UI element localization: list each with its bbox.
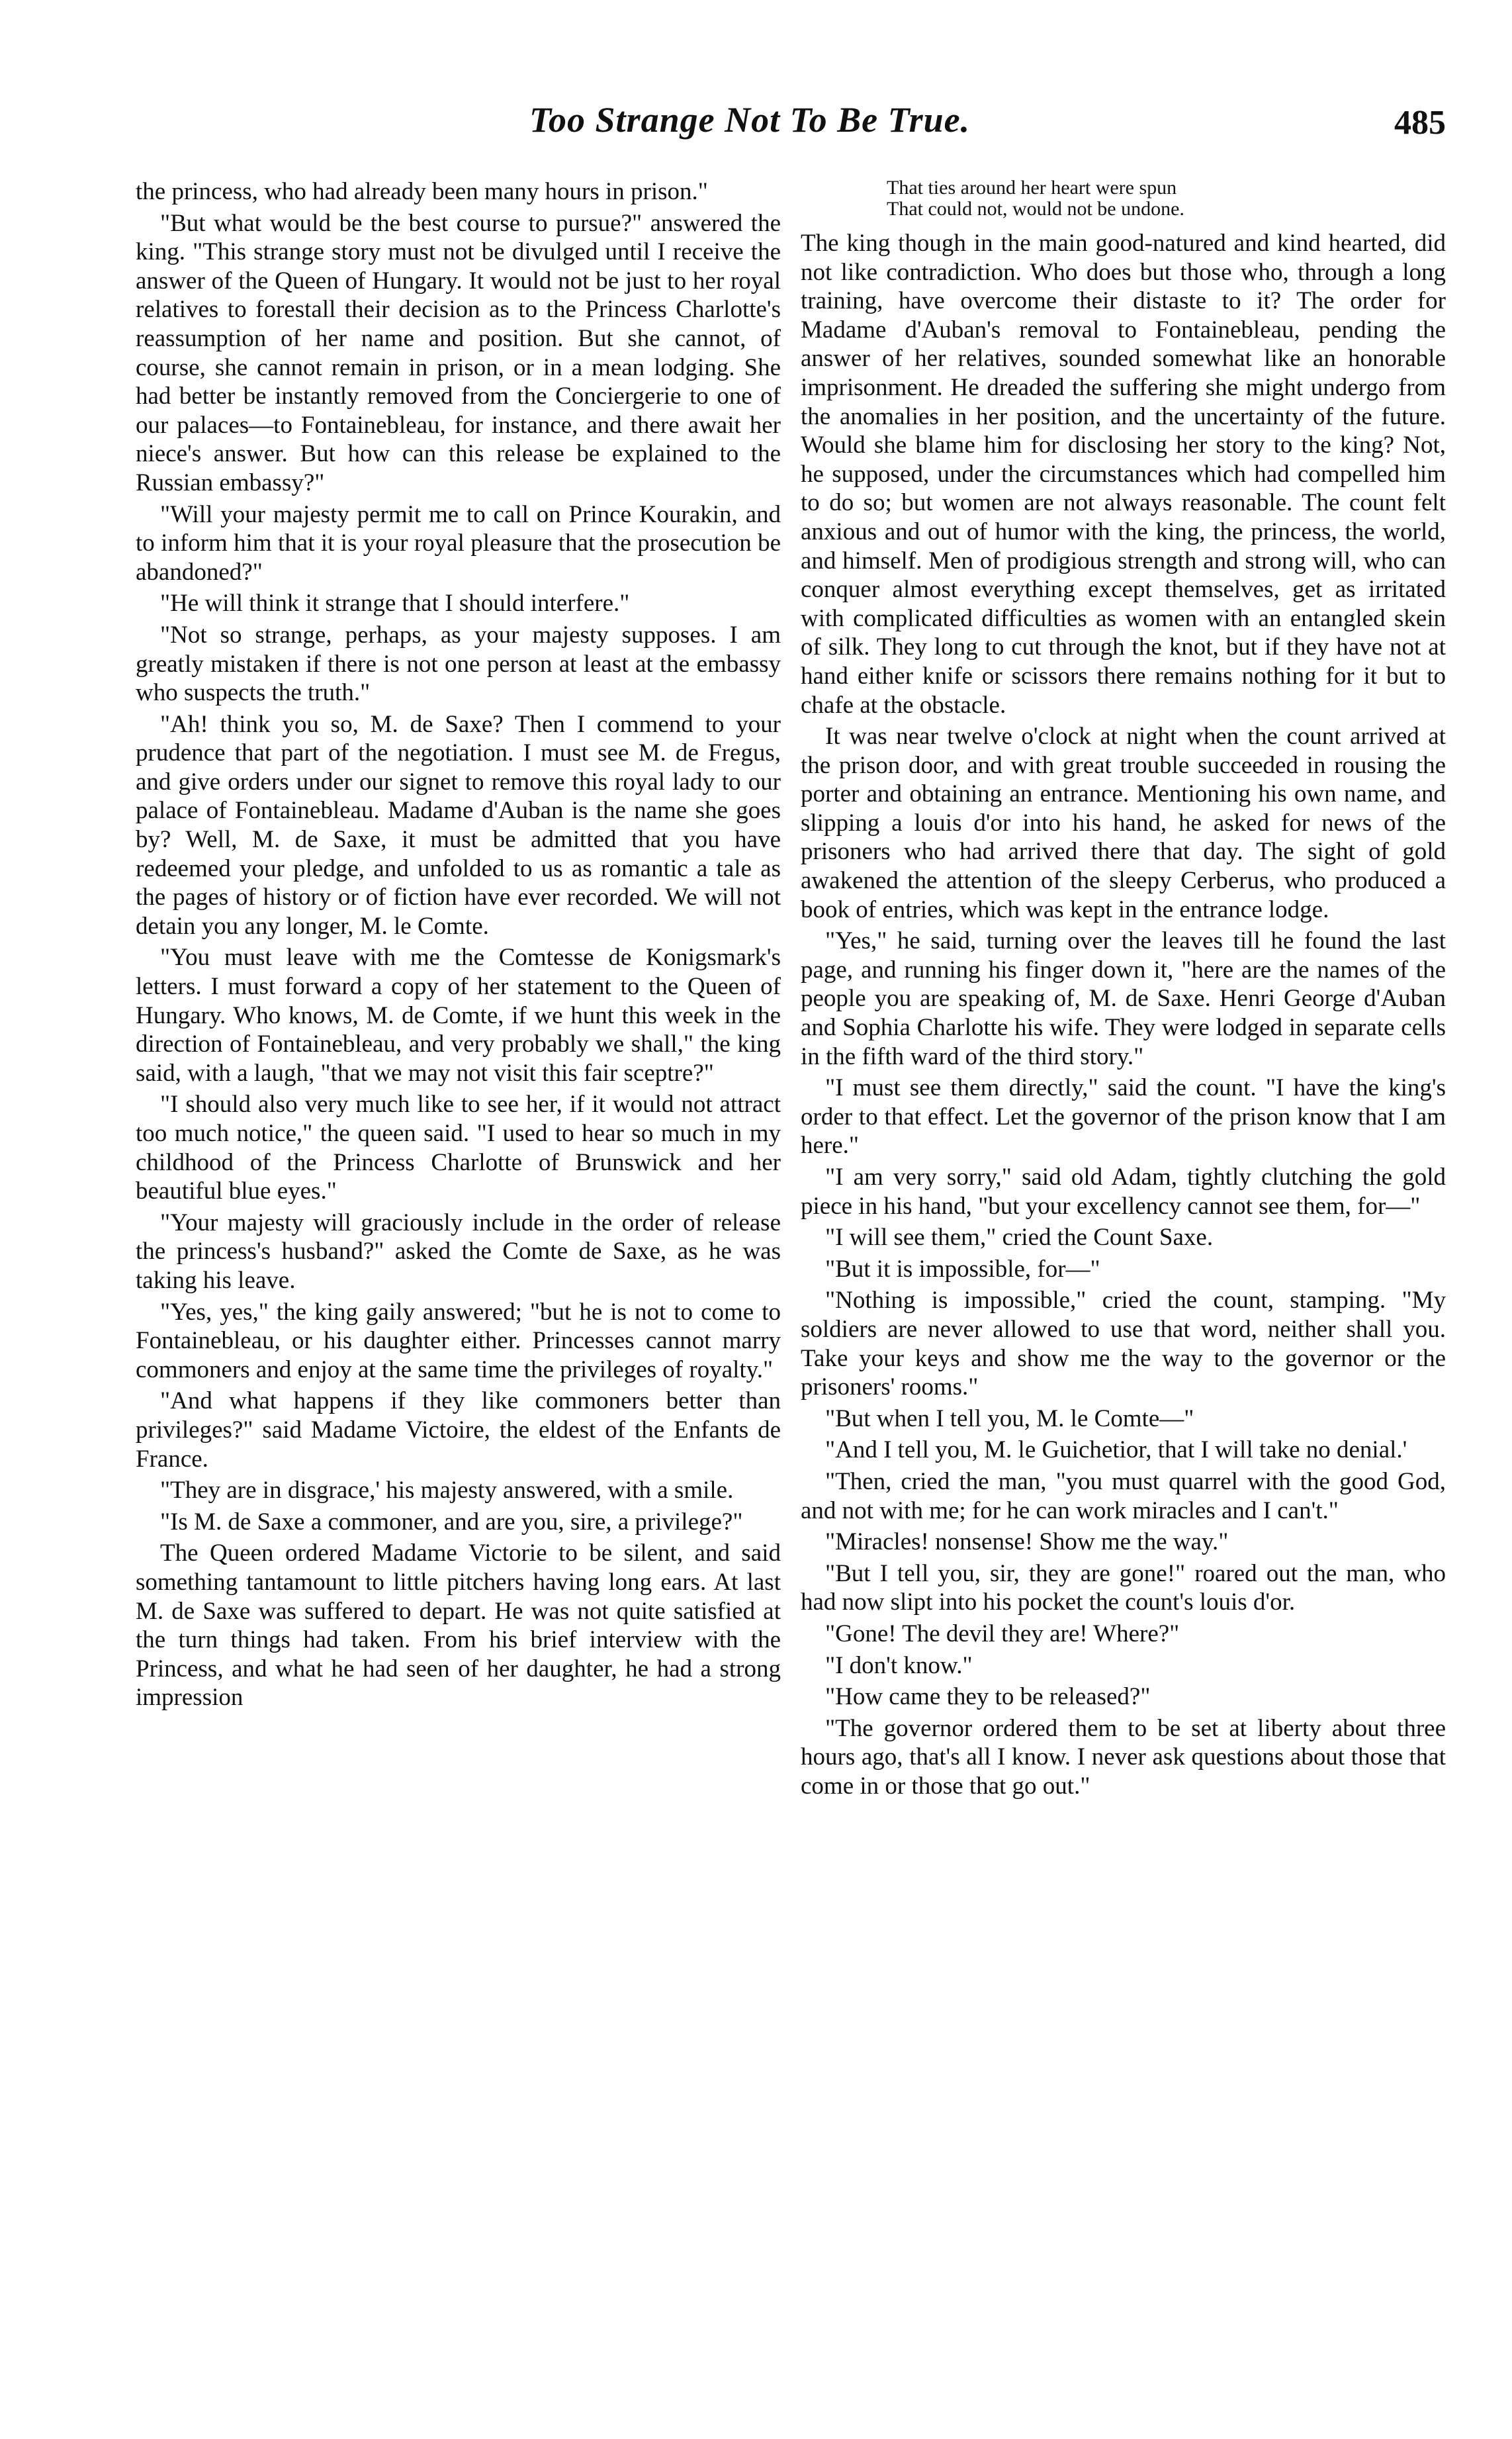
paragraph: "How came they to be released?" — [825, 1683, 1151, 1711]
paragraph: It was near twelve o'clock at night when the count arrived at the prison door, and with great trouble succeeded in rousing the porter and obtaining an entrance. Mentioning his own name, and slipping a louis d'or into his hand, he asked for news of the prisoners who had arrived there that day. The sight of gold awakened the attention of the sleepy Cerberus, who produced a book of entries, which was kept in the entrance lodge. — [801, 723, 1446, 923]
paragraph: "You must leave with me the Comtesse de Konigsmark's letters. I must forward a copy of her statement to the Queen of Hungary. Who knows, M. de Comte, if we hunt this week in the direction of Fontainebleau, and very probably we shall," the king said, with a laugh, "that we may not visit this fair sceptre?" — [136, 944, 781, 1087]
running-title: Too Strange Not To Be True. — [529, 100, 971, 140]
paragraph: "I must see them directly," said the count. "I have the king's order to that effect. Let the governor of the prison know that I am here." — [801, 1074, 1446, 1160]
paragraph: The king though in the main good-natured and kind hearted, did not like contradiction. Who does but those who, through a long training, have overcome their distaste to it? The order for Madame d'Auban's removal to Fontainebleau, pending the answer of her relatives, sounded somewhat like an honorable imprisonment. He dreaded the suffering she might undergo from the anomalies in her position, and the uncertainty of the future. Would she blame him for disclosing her story to the king? Not, he supposed, under the circumstances which had compelled him to do so; but women are not always reasonable. The count felt anxious and out of humor with the king, the princess, the world, and himself. Men of prodigious strength and strong will, who can conquer almost everything except themselves, get as irritated with complicated difficulties as women with an entangled skein of silk. They long to cut through the knot, but if they have not at hand either knife or scissors there remains nothing for it but to chafe at the obstacle. — [801, 230, 1446, 719]
verse-line: That ties around her heart were spun — [887, 177, 1177, 199]
paragraph: "But it is impossible, for—" — [825, 1255, 1100, 1283]
left-column — [136, 177, 781, 1715]
paragraph: "I am very sorry," said old Adam, tightly clutching the gold piece in his hand, "but your excellency cannot see them, for—" — [801, 1164, 1446, 1220]
paragraph: "And what happens if they like commoners better than privileges?" said Madame Victoire, the eldest of the Enfants de France. — [136, 1387, 781, 1473]
paragraph: "Yes," he said, turning over the leaves till he found the last page, and running his finger down it, "here are the names of the people you are speaking of, M. de Saxe. Henri George d'Auban and Sophia Charlotte his wife. They were lodged in separate cells in the fifth ward of the third story." — [801, 927, 1446, 1070]
paragraph: "Gone! The devil they are! Where?" — [825, 1620, 1180, 1647]
paragraph: "They are in disgrace,' his majesty answered, with a smile. — [160, 1477, 734, 1504]
paragraph: "I should also very much like to see her, if it would not attract too much notice," the queen said. "I used to hear so much in my childhood of the Princess Charlotte of Brunswick and her beautiful blue eyes." — [136, 1091, 781, 1205]
paragraph: "Ah! think you so, M. de Saxe? Then I commend to your prudence that part of the negotiation. I must see M. de Fregus, and give orders under our signet to remove this royal lady to our palace of Fontainebleau. Madame d'Auban is the name she goes by? Well, M. de Saxe, it must be admitted that you have redeemed your pledge, and unfolded to us as romantic a tale as the pages of history or of fiction have ever recorded. We will not detain you any longer, M. le Comte. — [136, 710, 781, 940]
paragraph: "The governor ordered them to be set at liberty about three hours ago, that's all I know. I never ask questions about those that come in or those that go out." — [801, 1714, 1446, 1800]
page-number: 485 — [1394, 104, 1446, 142]
verse-line: That could not, would not be undone. — [887, 198, 1184, 220]
paragraph: "Is M. de Saxe a commoner, and are you, sire, a privilege?" — [160, 1508, 743, 1536]
paragraph: The Queen ordered Madame Victorie to be silent, and said something tantamount to little pitchers having long ears. At last M. de Saxe was suffered to depart. He was not quite satisfied at the turn things had taken. From his brief interview with the Princess, and what he had seen of her daughter, he had a strong impression — [136, 1540, 781, 1712]
paragraph: "I will see them," cried the Count Saxe. — [825, 1224, 1214, 1252]
paragraph: "Then, cried the man, "you must quarrel with the good God, and not with me; for he can work miracles and I can't." — [801, 1467, 1446, 1524]
paragraph: "I don't know." — [825, 1651, 973, 1679]
paragraph: "He will think it strange that I should interfere." — [160, 590, 630, 618]
paragraph: "Your majesty will graciously include in the order of release the princess's husband?" asked the Comte de Saxe, as he was taking his leave. — [136, 1209, 781, 1294]
right-column — [801, 177, 1446, 1803]
paragraph: "But when I tell you, M. le Comte—" — [825, 1404, 1194, 1432]
page-header — [0, 99, 1512, 152]
paragraph: the princess, who had already been many hours in prison." — [136, 178, 708, 205]
verse-quote — [801, 177, 1446, 220]
paragraph: "Miracles! nonsense! Show me the way." — [825, 1528, 1229, 1556]
paragraph: "Not so strange, perhaps, as your majesty supposes. I am greatly mistaken if there is not one person at least at the embassy who suspects the truth." — [136, 621, 781, 707]
paragraph: "But what would be the best course to pursue?" answered the king. "This strange story must not be divulged until I receive the answer of the Queen of Hungary. It would not be just to her royal relatives to forestall their decision as to the Princess Charlotte's reassumption of her name and position. But she cannot, of course, she cannot remain in prison, or in a mean lodging. She had better be instantly removed from the Conciergerie to one of our palaces—to Fontainebleau, for instance, and there await her niece's answer. But how can this release be explained to the Russian embassy?" — [136, 209, 781, 496]
paragraph: "But I tell you, sir, they are gone!" roared out the man, who had now slipt into his pocket the count's louis d'or. — [801, 1559, 1446, 1616]
paragraph: "Yes, yes," the king gaily answered; "but he is not to come to Fontainebleau, or his daughter either. Princesses cannot marry commoners and enjoy at the same time the privileges of royalty." — [136, 1298, 781, 1383]
paragraph: "Will your majesty permit me to call on Prince Kourakin, and to inform him that it is your royal pleasure that the prosecution be abandoned?" — [136, 500, 781, 586]
paragraph: "And I tell you, M. le Guichetior, that I will take no denial.' — [825, 1436, 1407, 1464]
paragraph: "Nothing is impossible," cried the count, stamping. "My soldiers are never allowed to use that word, neither shall you. Take your keys and show me the way to the governor or the prisoners' rooms." — [801, 1287, 1446, 1401]
